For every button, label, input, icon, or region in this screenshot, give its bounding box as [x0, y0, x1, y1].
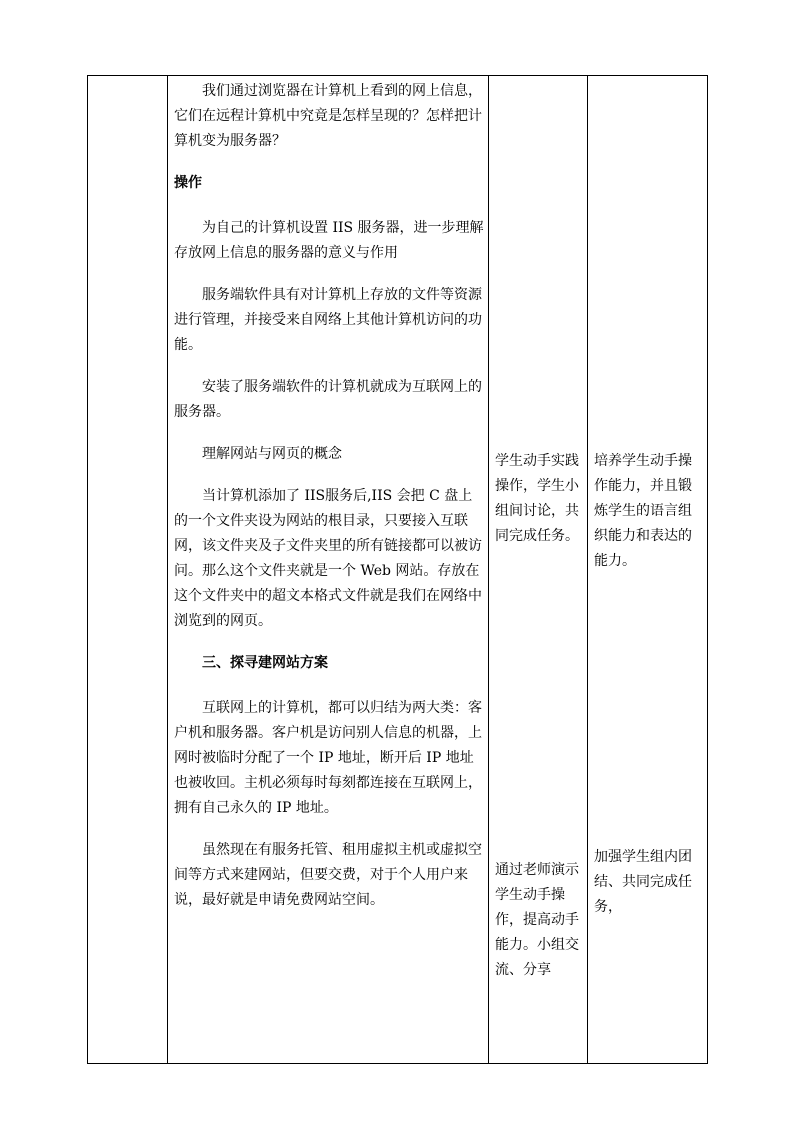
paragraph: 安装了服务端软件的计算机就成为互联网上的服务器。	[174, 379, 482, 420]
heading-section-3: 三、探寻建网站方案	[202, 655, 328, 671]
heading-operate: 操作	[174, 175, 202, 191]
student-activity-cell	[489, 76, 588, 1064]
paragraph: 互联网上的计算机，都可以归结为两大类：客户机和服务器。客户机是访问别人信息的机器，上网时被临时分配了一个 IP 地址，断开后 IP 地址也被收回。主机必须每时每刻都连接在互联网上，拥有自己永久的 IP 地址。	[174, 700, 482, 816]
paragraph: 虽然现在有服务托管、租用虚拟主机或虚拟空间等方式来建网站，但要交费，对于个人用户来说，最好就是申请免费网站空间。	[174, 842, 482, 908]
lesson-plan-table	[87, 75, 708, 1064]
paragraph: 我们通过浏览器在计算机上看到的网上信息，它们在远程计算机中究竟是怎样呈现的？怎样把计算机变为服务器？	[174, 83, 482, 149]
design-intent-1: 培养学生动手操作能力，并且锻炼学生的语言组织能力和表达的能力。	[594, 453, 692, 569]
paragraph: 理解网站与网页的概念	[202, 446, 342, 462]
design-intent-2: 加强学生组内团结、共同完成任务，	[594, 849, 692, 915]
teaching-content-cell	[168, 76, 489, 1064]
design-intent-cell	[588, 76, 708, 1064]
paragraph: 服务端软件具有对计算机上存放的文件等资源进行管理，并接受来自网络上其他计算机访问的功能。	[174, 287, 482, 353]
empty-cell	[88, 76, 168, 1064]
table-row	[88, 76, 708, 1064]
paragraph: 当计算机添加了 IIS服务后,IIS 会把 C 盘上的一个文件夹设为网站的根目录，只要接入互联网，该文件夹及子文件夹里的所有链接都可以被访问。那么这个文件夹就是一个 Web 网站。存放在这个文件夹中的超文本格式文件就是我们在网络中浏览到的网页。	[174, 488, 482, 629]
student-activity-1: 学生动手实践操作，学生小组间讨论，共同完成任务。	[495, 453, 579, 544]
paragraph: 为自己的计算机设置 IIS 服务器，进一步理解存放网上信息的服务器的意义与作用	[174, 220, 484, 261]
student-activity-2: 通过老师演示学生动手操作，提高动手能力。小组交流、分享	[495, 862, 579, 978]
